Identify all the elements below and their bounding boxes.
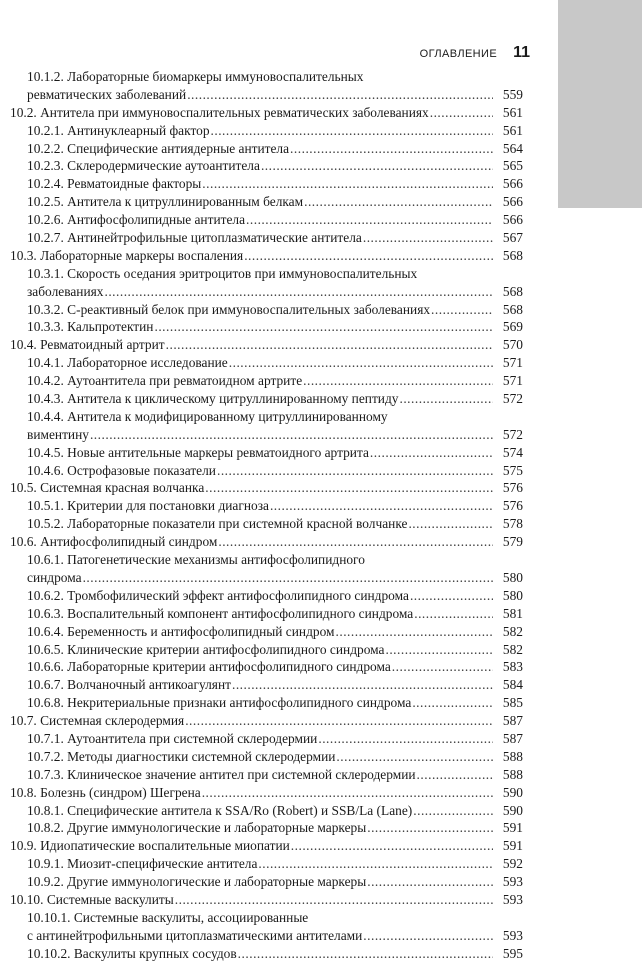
table-of-contents	[0, 68, 642, 963]
toc-entry-title: 10.8. Болезнь (синдром) Шегрена	[10, 784, 201, 800]
toc-entry-line	[0, 855, 523, 873]
toc-entry-title: 10.6.8. Некритериальные признаки антифосфолипидного синдрома	[27, 695, 412, 711]
dot-leader	[270, 497, 493, 515]
toc-entry-line	[0, 157, 523, 175]
dot-leader	[246, 211, 493, 229]
toc-entry-line	[0, 497, 523, 515]
toc-entry-title: 10.6. Антифосфолипидный синдром	[10, 534, 218, 550]
toc-entry-page: 582	[502, 641, 523, 657]
dot-leader	[244, 247, 493, 265]
toc-entry-title: ревматических заболеваний	[27, 86, 187, 102]
dot-leader	[232, 676, 493, 694]
toc-entry-title: 10.5. Системная красная волчанка	[10, 480, 205, 496]
toc-entry[interactable]	[0, 140, 642, 158]
toc-entry-line	[0, 193, 523, 211]
toc-entry-title: с антинейтрофильными цитоплазматическими антителами	[27, 927, 363, 943]
toc-entry-line	[0, 641, 523, 659]
dot-leader	[410, 587, 493, 605]
dot-leader	[166, 336, 493, 354]
toc-entry-title: 10.2.4. Ревматоидные факторы	[27, 176, 202, 192]
toc-entry-line	[0, 658, 523, 676]
toc-entry-line	[0, 336, 523, 354]
toc-entry-page: 568	[502, 283, 523, 299]
toc-entry-page: 595	[502, 945, 523, 961]
toc-entry[interactable]	[0, 533, 642, 551]
toc-entry-line	[0, 712, 523, 730]
toc-entry[interactable]	[0, 676, 642, 694]
toc-entry[interactable]	[0, 784, 642, 802]
toc-entry[interactable]	[0, 444, 642, 462]
toc-entry-title: 10.4.2. Аутоантитела при ревматоидном артрите	[27, 373, 303, 389]
toc-entry-line	[0, 784, 523, 802]
toc-entry-page: 569	[502, 319, 523, 335]
dot-leader	[205, 479, 493, 497]
toc-entry-line	[0, 605, 523, 623]
running-head: ОГЛАВЛЕНИЕ	[419, 48, 498, 60]
toc-entry[interactable]	[0, 551, 642, 587]
toc-entry-page: 564	[502, 140, 523, 156]
toc-entry[interactable]	[0, 301, 642, 319]
dot-leader	[417, 766, 493, 784]
toc-entry-line	[0, 140, 523, 158]
toc-entry-page: 568	[502, 301, 523, 317]
toc-entry[interactable]	[0, 408, 642, 444]
toc-entry-title: заболеваниях	[27, 283, 104, 299]
toc-entry-title: 10.6.6. Лабораторные критерии антифосфолипидного синдрома	[27, 659, 391, 675]
toc-entry-title: 10.7.3. Клиническое значение антител при системной склеродермии	[27, 766, 416, 782]
toc-entry-line	[0, 462, 523, 480]
dot-leader	[261, 157, 493, 175]
toc-entry-title: 10.4.5. Новые антительные маркеры ревматоидного артрита	[27, 444, 369, 460]
toc-entry-title: 10.6.7. Волчаночный антикоагулянт	[27, 677, 231, 693]
toc-entry-line	[0, 587, 523, 605]
toc-entry-page: 566	[502, 212, 523, 228]
toc-entry-line	[0, 569, 523, 587]
dot-leader	[336, 623, 494, 641]
toc-entry-line	[0, 694, 523, 712]
toc-entry[interactable]	[0, 104, 642, 122]
toc-entry-line: 10.10.1. Системные васкулиты, ассоциированные	[27, 909, 309, 925]
toc-entry-title: 10.9.1. Миозит-специфические антитела	[27, 856, 258, 872]
toc-entry[interactable]	[0, 175, 642, 193]
toc-entry[interactable]	[0, 247, 642, 265]
dot-leader	[175, 891, 493, 909]
toc-entry[interactable]	[0, 873, 642, 891]
toc-entry-title: 10.6.5. Клинические критерии антифосфолипидного синдрома	[27, 641, 385, 657]
toc-entry-page: 591	[502, 820, 523, 836]
toc-entry-page: 566	[502, 176, 523, 192]
toc-entry-page: 572	[502, 391, 523, 407]
toc-entry-title: синдрома	[27, 569, 82, 585]
toc-entry[interactable]	[0, 318, 642, 336]
dot-leader	[238, 945, 493, 963]
toc-entry[interactable]	[0, 623, 642, 641]
toc-entry-line	[0, 372, 523, 390]
toc-entry-line	[0, 730, 523, 748]
toc-entry-title: 10.10.2. Васкулиты крупных сосудов	[27, 945, 237, 961]
toc-entry-page: 581	[502, 605, 523, 621]
toc-entry[interactable]	[0, 229, 642, 247]
toc-entry[interactable]	[0, 372, 642, 390]
toc-entry-title: 10.4. Ревматоидный артрит	[10, 337, 165, 353]
toc-entry-line	[0, 211, 523, 229]
toc-entry[interactable]	[0, 462, 642, 480]
toc-entry-line: 10.4.4. Антитела к модифицированному цитруллинированному	[27, 408, 388, 424]
toc-entry-line	[0, 318, 523, 336]
toc-entry-page: 561	[502, 104, 523, 120]
toc-entry-page: 587	[502, 713, 523, 729]
toc-entry-line	[0, 945, 523, 963]
toc-entry-page: 576	[502, 498, 523, 514]
toc-entry-title: 10.4.1. Лабораторное исследование	[27, 355, 228, 371]
toc-entry-line	[0, 873, 523, 891]
toc-entry[interactable]	[0, 211, 642, 229]
toc-entry-title: 10.8.2. Другие иммунологические и лабораторные маркеры	[27, 820, 367, 836]
toc-entry-title: 10.2.1. Антинуклеарный фактор	[27, 122, 210, 138]
dot-leader	[258, 855, 493, 873]
toc-entry-title: 10.4.3. Антитела к циклическому цитруллинированному пептиду	[27, 391, 399, 407]
toc-entry[interactable]	[0, 891, 642, 909]
toc-entry-page: 590	[502, 802, 523, 818]
toc-entry-page: 588	[502, 748, 523, 764]
toc-entry-line	[0, 837, 523, 855]
toc-entry-line	[0, 533, 523, 551]
toc-entry-line	[0, 748, 523, 766]
toc-entry-page: 592	[502, 856, 523, 872]
toc-entry-title: 10.2.6. Антифосфолипидные антитела	[27, 212, 246, 228]
toc-entry-title: 10.7.1. Аутоантитела при системной склеродермии	[27, 730, 318, 746]
dot-leader	[291, 837, 493, 855]
dot-leader	[304, 193, 493, 211]
toc-entry-line	[0, 766, 523, 784]
toc-entry-line	[0, 175, 523, 193]
toc-entry-page: 591	[502, 838, 523, 854]
toc-entry-page: 579	[502, 534, 523, 550]
toc-entry-line	[0, 354, 523, 372]
toc-entry[interactable]	[0, 658, 642, 676]
dot-leader	[202, 175, 493, 193]
dot-leader	[431, 301, 493, 319]
page-number: 11	[513, 44, 530, 61]
toc-entry[interactable]	[0, 336, 642, 354]
toc-entry-title: 10.3.3. Кальпротектин	[27, 319, 154, 335]
toc-entry-line	[0, 819, 523, 837]
toc-entry-page: 570	[502, 337, 523, 353]
toc-entry-page: 578	[502, 516, 523, 532]
toc-entry[interactable]	[0, 837, 642, 855]
dot-leader	[399, 390, 493, 408]
toc-entry-title: 10.3. Лабораторные маркеры воспаления	[10, 247, 244, 263]
dot-leader	[430, 104, 493, 122]
dot-leader	[392, 658, 493, 676]
toc-entry-line	[0, 623, 523, 641]
toc-entry[interactable]	[0, 265, 642, 301]
toc-entry-title: 10.2.3. Склеродермические аутоантитела	[27, 158, 260, 174]
toc-entry[interactable]	[0, 68, 642, 104]
toc-entry[interactable]	[0, 157, 642, 175]
toc-entry-page: 580	[502, 587, 523, 603]
toc-entry-title: 10.7. Системная склеродермия	[10, 713, 185, 729]
toc-entry-line	[0, 676, 523, 694]
dot-leader	[336, 748, 493, 766]
dot-leader	[83, 569, 493, 587]
toc-entry-title: 10.9.2. Другие иммунологические и лабораторные маркеры	[27, 874, 367, 890]
toc-entry-page: 575	[502, 462, 523, 478]
toc-entry-line	[0, 122, 523, 140]
toc-entry-title: 10.5.2. Лабораторные показатели при системной красной волчанке	[27, 516, 408, 532]
toc-entry-title: 10.2.5. Антитела к цитруллинированным белкам	[27, 194, 304, 210]
toc-entry-page: 571	[502, 355, 523, 371]
toc-entry[interactable]	[0, 694, 642, 712]
toc-entry[interactable]	[0, 945, 642, 963]
toc-entry-page: 593	[502, 874, 523, 890]
toc-entry[interactable]	[0, 354, 642, 372]
dot-leader	[413, 802, 493, 820]
toc-entry-page: 572	[502, 426, 523, 442]
dot-leader	[202, 784, 493, 802]
dot-leader	[290, 140, 493, 158]
toc-entry-title: 10.3.2. С-реактивный белок при иммуновоспалительных заболеваниях	[27, 301, 431, 317]
toc-entry-page: 568	[502, 247, 523, 263]
toc-entry-page: 580	[502, 569, 523, 585]
toc-entry[interactable]	[0, 909, 642, 945]
toc-entry[interactable]	[0, 479, 642, 497]
dot-leader	[185, 712, 493, 730]
toc-entry-page: 593	[502, 927, 523, 943]
dot-leader	[90, 426, 493, 444]
toc-entry[interactable]	[0, 641, 642, 659]
toc-entry-title: 10.10. Системные васкулиты	[10, 891, 174, 907]
toc-entry-page: 584	[502, 677, 523, 693]
toc-entry[interactable]	[0, 819, 642, 837]
dot-leader	[154, 318, 493, 336]
toc-entry[interactable]	[0, 730, 642, 748]
toc-entry-line	[0, 301, 523, 319]
dot-leader	[303, 372, 493, 390]
toc-entry-page: 565	[502, 158, 523, 174]
toc-entry-page: 571	[502, 373, 523, 389]
dot-leader	[218, 533, 493, 551]
toc-entry[interactable]	[0, 712, 642, 730]
toc-entry-page: 561	[502, 122, 523, 138]
dot-leader	[412, 694, 493, 712]
dot-leader	[408, 515, 493, 533]
toc-entry[interactable]	[0, 193, 642, 211]
toc-entry[interactable]	[0, 515, 642, 533]
toc-entry-line: 10.1.2. Лабораторные биомаркеры иммуновоспалительных	[27, 69, 364, 84]
toc-entry-title: 10.6.3. Воспалительный компонент антифосфолипидного синдрома	[27, 605, 414, 621]
dot-leader	[211, 122, 493, 140]
toc-entry[interactable]	[0, 748, 642, 766]
dot-leader	[229, 354, 493, 372]
dot-leader	[104, 283, 493, 301]
dot-leader	[187, 86, 493, 104]
toc-entry-page: 593	[502, 891, 523, 907]
toc-entry[interactable]	[0, 605, 642, 623]
toc-entry-page: 588	[502, 766, 523, 782]
toc-entry-page: 585	[502, 695, 523, 711]
toc-entry-page: 576	[502, 480, 523, 496]
toc-entry-line	[0, 515, 523, 533]
toc-entry-page: 566	[502, 194, 523, 210]
toc-entry-line	[0, 86, 523, 104]
toc-entry-line: 10.6.1. Патогенетические механизмы антифосфолипидного	[27, 552, 365, 568]
toc-entry-title: 10.6.2. Тромбофилический эффект антифосфолипидного синдрома	[27, 587, 409, 603]
toc-entry-title: 10.4.6. Острофазовые показатели	[27, 462, 216, 478]
toc-entry[interactable]	[0, 390, 642, 408]
toc-entry-line	[0, 891, 523, 909]
toc-entry-line: 10.3.1. Скорость оседания эритроцитов при иммуновоспалительных	[27, 265, 418, 281]
toc-entry-title: 10.2.7. Антинейтрофильные цитоплазматические антитела	[27, 230, 362, 246]
dot-leader	[318, 730, 493, 748]
dot-leader	[363, 229, 493, 247]
toc-entry-page: 567	[502, 230, 523, 246]
toc-entry-line	[0, 479, 523, 497]
dot-leader	[367, 819, 493, 837]
dot-leader	[414, 605, 493, 623]
toc-entry-title: 10.2.2. Специфические антиядерные антитела	[27, 140, 290, 156]
toc-entry-page: 590	[502, 784, 523, 800]
toc-entry-line	[0, 426, 523, 444]
toc-entry-page: 574	[502, 444, 523, 460]
dot-leader	[367, 873, 493, 891]
toc-entry-title: виментину	[27, 426, 89, 442]
page-header	[0, 44, 530, 62]
toc-entry-title: 10.2. Антитела при иммуновоспалительных ревматических заболеваниях	[10, 104, 429, 120]
toc-entry[interactable]	[0, 497, 642, 515]
toc-entry-title: 10.7.2. Методы диагностики системной склеродермии	[27, 748, 336, 764]
toc-entry-page: 583	[502, 659, 523, 675]
toc-entry-line	[0, 104, 523, 122]
toc-entry-page: 559	[502, 86, 523, 102]
toc-entry-title: 10.5.1. Критерии для постановки диагноза	[27, 498, 269, 514]
toc-entry-line	[0, 444, 523, 462]
dot-leader	[217, 462, 493, 480]
toc-entry-line	[0, 390, 523, 408]
toc-entry[interactable]	[0, 122, 642, 140]
toc-entry[interactable]	[0, 802, 642, 820]
toc-entry-page: 587	[502, 730, 523, 746]
toc-entry[interactable]	[0, 766, 642, 784]
toc-entry-line	[0, 927, 523, 945]
dot-leader	[385, 641, 493, 659]
toc-entry-title: 10.9. Идиопатические воспалительные миопатии	[10, 838, 290, 854]
dot-leader	[363, 927, 493, 945]
toc-entry-page: 582	[502, 623, 523, 639]
dot-leader	[370, 444, 493, 462]
toc-entry-title: 10.8.1. Специфические антитела к SSA/Ro (Robert) и SSB/La (Lane)	[27, 802, 413, 818]
toc-entry-line	[0, 229, 523, 247]
toc-entry-title: 10.6.4. Беременность и антифосфолипидный синдром	[27, 623, 335, 639]
toc-entry-line	[0, 247, 523, 265]
toc-entry-line	[0, 802, 523, 820]
toc-entry-line	[0, 283, 523, 301]
toc-entry[interactable]	[0, 855, 642, 873]
toc-entry[interactable]	[0, 587, 642, 605]
